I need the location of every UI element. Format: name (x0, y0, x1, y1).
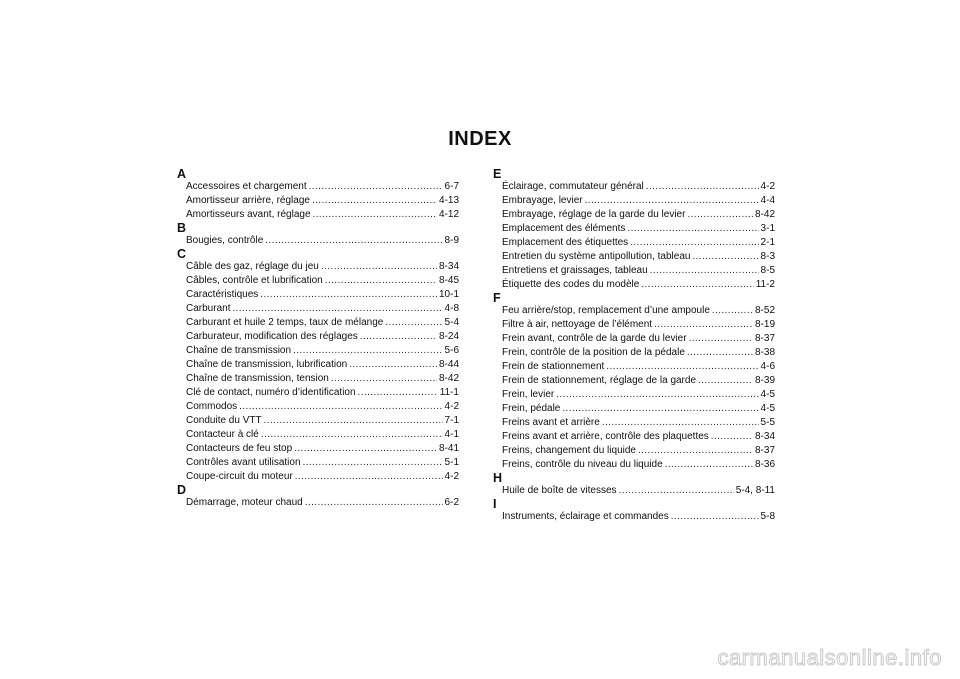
index-entry-text: Commodos (186, 401, 238, 412)
index-entry-page: 4-2 (760, 181, 775, 192)
index-entry-text: Embrayage, réglage de la garde du levier (502, 209, 686, 220)
index-entry-page: 4-8 (444, 303, 459, 314)
dot-leader (295, 470, 443, 484)
index-entry (493, 236, 775, 250)
index-entry-page: 8-24 (438, 331, 459, 342)
dot-leader (385, 316, 442, 330)
index-entry (493, 510, 775, 524)
dot-leader (602, 416, 759, 430)
dot-leader (665, 458, 753, 472)
index-entry-page: 8-41 (438, 443, 459, 454)
index-entry-text: Carburateur, modification des réglages (186, 331, 358, 342)
index-entry-text: Contacteur à clé (186, 429, 259, 440)
index-entry (177, 414, 459, 428)
index-entry-page: 4-13 (438, 195, 459, 206)
index-entry-page: 8-39 (754, 375, 775, 386)
index-entry (493, 208, 775, 222)
index-entry-text: Amortisseur arrière, réglage (186, 195, 310, 206)
index-letter-heading: D (177, 483, 187, 497)
index-entry-text: Frein, contrôle de la position de la pédale (502, 347, 685, 358)
index-entry (177, 274, 459, 288)
index-entry-text: Emplacement des éléments (502, 223, 626, 234)
index-entry-text: Contrôles avant utilisation (186, 457, 301, 468)
index-entry-page: 8-19 (754, 319, 775, 330)
dot-leader (303, 456, 443, 470)
index-entry-page: 5-8 (760, 511, 775, 522)
index-entry-page: 8-5 (760, 265, 775, 276)
index-entry-text: Câble des gaz, réglage du jeu (186, 261, 319, 272)
index-entry-text: Entretiens et graissages, tableau (502, 265, 648, 276)
index-entry (177, 302, 459, 316)
dot-leader (556, 388, 758, 402)
index-entry (493, 458, 775, 472)
index-entry (493, 264, 775, 278)
index-entry-text: Étiquette des codes du modèle (502, 279, 640, 290)
index-entry-text: Frein avant, contrôle de la garde du levier (502, 333, 687, 344)
index-entry (177, 208, 459, 222)
index-entry (493, 402, 775, 416)
dot-leader (349, 358, 437, 372)
index-entry-text: Conduite du VTT (186, 415, 262, 426)
dot-leader (689, 332, 753, 346)
dot-leader (562, 402, 758, 416)
dot-leader (627, 222, 758, 236)
dot-leader (232, 302, 442, 316)
index-entry-page: 8-52 (754, 305, 775, 316)
index-entry-text: Coupe-circuit du moteur (186, 471, 293, 482)
index-entry-page: 4-2 (444, 401, 459, 412)
index-entry-page: 8-44 (438, 359, 459, 370)
index-letter-heading: E (493, 167, 502, 181)
index-entry (493, 346, 775, 360)
dot-leader (293, 344, 442, 358)
dot-leader (687, 346, 753, 360)
index-entry-text: Instruments, éclairage et commandes (502, 511, 669, 522)
index-letter-heading: H (493, 471, 503, 485)
index-entry-text: Chaîne de transmission, lubrification (186, 359, 348, 370)
index-entry-text: Entretien du système antipollution, tableau (502, 251, 691, 262)
index-entry (493, 278, 775, 292)
dot-leader (309, 180, 443, 194)
index-letter-heading: I (493, 497, 497, 511)
dot-leader (711, 430, 753, 444)
index-entry-text: Clé de contact, numéro d’identification (186, 387, 356, 398)
dot-leader (606, 360, 758, 374)
index-entry-text: Frein, levier (502, 389, 555, 400)
dot-leader (698, 374, 753, 388)
index-entry (177, 428, 459, 442)
index-entry (177, 456, 459, 470)
index-entry-text: Frein de stationnement, réglage de la garde (502, 375, 697, 386)
index-entry (177, 386, 459, 400)
index-entry-page: 8-42 (754, 209, 775, 220)
dot-leader (638, 444, 753, 458)
index-letter-heading: A (177, 167, 187, 181)
index-entry-text: Contacteurs de feu stop (186, 443, 293, 454)
index-entry (177, 358, 459, 372)
index-entry (177, 260, 459, 274)
dot-leader (692, 250, 758, 264)
index-entry-text: Carburant et huile 2 temps, taux de mélange (186, 317, 384, 328)
index-entry (177, 330, 459, 344)
index-entry (493, 360, 775, 374)
index-entry-text: Carburant (186, 303, 231, 314)
index-entry-text: Feu arrière/stop, remplacement d’une ampoule (502, 305, 710, 316)
index-entry-text: Freins avant et arrière (502, 417, 600, 428)
index-entry (177, 316, 459, 330)
index-entry (493, 250, 775, 264)
index-entry-page: 8-34 (754, 431, 775, 442)
dot-leader (261, 428, 443, 442)
index-entry-page: 11-2 (755, 279, 775, 290)
index-entry-page: 8-36 (754, 459, 775, 470)
index-entry-page: 11-1 (439, 387, 459, 398)
index-entry-page: 8-9 (444, 235, 459, 246)
dot-leader (650, 264, 759, 278)
dot-leader (671, 510, 759, 524)
index-entry (177, 180, 459, 194)
index-entry (493, 194, 775, 208)
index-entry-page: 2-1 (760, 237, 775, 248)
index-entry-text: Démarrage, moteur chaud (186, 497, 303, 508)
index-entry-text: Emplacement des étiquettes (502, 237, 629, 248)
index-entry-page: 10-1 (438, 289, 459, 300)
dot-leader (358, 386, 438, 400)
index-entry-page: 6-2 (444, 497, 459, 508)
index-entry-page: 8-38 (754, 347, 775, 358)
index-entry-page: 8-3 (760, 251, 775, 262)
index-entry-page: 5-6 (444, 345, 459, 356)
index-entry (177, 470, 459, 484)
index-entry-text: Freins, changement du liquide (502, 445, 636, 456)
page-title: INDEX (448, 128, 512, 150)
index-entry (177, 400, 459, 414)
index-entry-text: Éclairage, commutateur général (502, 181, 644, 192)
dot-leader (641, 278, 753, 292)
index-entry-text: Chaîne de transmission, tension (186, 373, 329, 384)
index-letter-heading: C (177, 247, 187, 261)
index-entry-page: 8-37 (754, 333, 775, 344)
dot-leader (619, 484, 734, 498)
index-entry-text: Embrayage, levier (502, 195, 583, 206)
index-entry-page: 7-1 (444, 415, 459, 426)
index-entry-page: 4-2 (444, 471, 459, 482)
index-letter-heading: B (177, 221, 187, 235)
dot-leader (321, 260, 437, 274)
index-entry-text: Huile de boîte de vitesses (502, 485, 617, 496)
index-entry-page: 8-37 (754, 445, 775, 456)
dot-leader (265, 234, 442, 248)
index-entry-text: Amortisseurs avant, réglage (186, 209, 311, 220)
dot-leader (239, 400, 442, 414)
dot-leader (305, 496, 443, 510)
index-entry-page: 3-1 (760, 223, 775, 234)
index-entry-page: 6-7 (444, 181, 459, 192)
index-entry (493, 444, 775, 458)
index-entry (493, 180, 775, 194)
dot-leader (260, 288, 437, 302)
watermark: carmanualsonline.info (717, 645, 942, 670)
index-entry-text: Câbles, contrôle et lubrification (186, 275, 323, 286)
index-column-right (493, 168, 775, 524)
index-entry-text: Freins, contrôle du niveau du liquide (502, 459, 663, 470)
dot-leader (585, 194, 759, 208)
dot-leader (687, 208, 753, 222)
index-entry-text: Filtre à air, nettoyage de l’élément (502, 319, 653, 330)
index-entry (177, 442, 459, 456)
index-entry (177, 288, 459, 302)
index-entry-text: Caractéristiques (186, 289, 259, 300)
dot-leader (630, 236, 758, 250)
index-entry-page: 8-42 (438, 373, 459, 384)
dot-leader (654, 318, 753, 332)
index-entry-text: Frein, pédale (502, 403, 561, 414)
index-entry-page: 4-12 (438, 209, 459, 220)
index-entry (493, 374, 775, 388)
index-entry (493, 416, 775, 430)
dot-leader (264, 414, 443, 428)
index-entry (493, 318, 775, 332)
dot-leader (360, 330, 437, 344)
index-entry-page: 4-4 (760, 195, 775, 206)
index-entry (493, 222, 775, 236)
index-entry-page: 4-1 (444, 429, 459, 440)
dot-leader (325, 274, 437, 288)
index-entry (493, 388, 775, 402)
dot-leader (712, 304, 753, 318)
index-entry-page: 5-5 (760, 417, 775, 428)
index-entry-text: Freins avant et arrière, contrôle des plaquettes (502, 431, 709, 442)
index-entry-page: 5-4 (444, 317, 459, 328)
index-column-left (177, 168, 459, 510)
index-letter-heading: F (493, 291, 501, 305)
index-entry-page: 5-1 (444, 457, 459, 468)
index-entry (177, 194, 459, 208)
index-entry-text: Accessoires et chargement (186, 181, 307, 192)
index-entry (177, 234, 459, 248)
dot-leader (313, 208, 437, 222)
dot-leader (294, 442, 437, 456)
index-entry-text: Frein de stationnement (502, 361, 605, 372)
index-entry-text: Bougies, contrôle (186, 235, 264, 246)
index-entry-page: 4-5 (760, 389, 775, 400)
index-entry-page: 4-5 (760, 403, 775, 414)
index-entry (493, 332, 775, 346)
dot-leader (331, 372, 437, 386)
index-entry-page: 8-34 (438, 261, 459, 272)
index-entry (493, 484, 775, 498)
index-entry (493, 304, 775, 318)
index-entry (177, 344, 459, 358)
index-entry-text: Chaîne de transmission (186, 345, 292, 356)
index-entry-page: 4-6 (760, 361, 775, 372)
dot-leader (312, 194, 437, 208)
index-entry (177, 372, 459, 386)
index-entry (177, 496, 459, 510)
dot-leader (646, 180, 759, 194)
index-entry (493, 430, 775, 444)
index-entry-page: 8-45 (438, 275, 459, 286)
index-entry-page: 5-4, 8-11 (735, 485, 775, 496)
